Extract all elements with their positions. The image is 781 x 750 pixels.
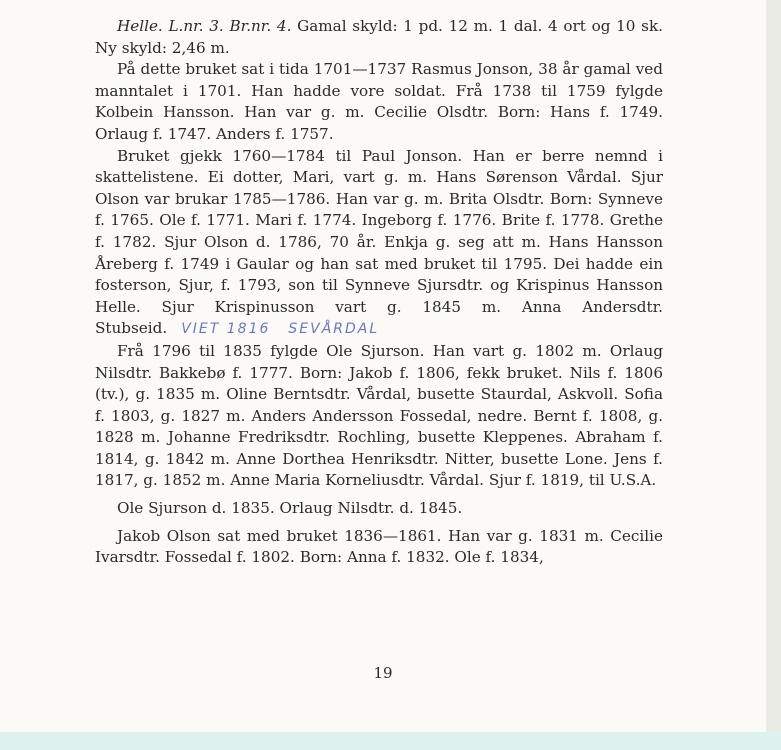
paragraph-paul-jonson-text: Bruket gjekk 1760—1784 til Paul Jonson. Han er berre nemnd i skattelistene. Ei dotter, Mari, vart g. m. Hans Sørenson Vårdal. Sjur Olson var brukar 1785—1786. Han var g. m. Brita Olsdtr. Born: Synneve f. 1765. Ole f. 1771. Mari f. 1774. Ingeborg f. 1776. Brite f. 1778. Grethe f. 1782. Sjur Olson d. 1786, 70 år. Enkja g. seg att m. Hans Hansson Åreberg f. 1749 i Gaular og han sat med bruket til 1795. Dei hadde ein fosterson, Sjur, f. 1793, son til Synneve Sjursdtr. og Krispinus Hansson Helle. Sjur Krispinusson vart g. 1845 m. Anna Andersdtr. Stubseid. <box>95 146 663 338</box>
handwritten-note-place: SEVÅRDAL <box>288 321 380 338</box>
paragraph-paul-jonson <box>95 146 663 341</box>
farm-heading: Helle. L.nr. 3. Br.nr. 4. <box>117 17 292 35</box>
paragraph-farm-header <box>95 16 663 59</box>
handwritten-note <box>181 321 379 337</box>
farm-tax-text: Gamal skyld: 1 pd. 12 m. 1 dal. 4 ort og 10 sk. Ny skyld: 2,46 m. <box>95 17 663 57</box>
paragraph-jakob-olson: Jakob Olson sat med bruket 1836—1861. Han var g. 1831 m. Cecilie Ivarsdtr. Fossedal f. 1802. Born: Anna f. 1832. Ole f. 1834, <box>95 526 663 567</box>
page-edge-shadow <box>766 0 781 732</box>
page-number: 19 <box>373 664 393 682</box>
body-text <box>95 16 663 569</box>
handwritten-note-date: VIET 1816 <box>181 321 271 338</box>
paragraph-ole-sjurson: Frå 1796 til 1835 fylgde Ole Sjurson. Han vart g. 1802 m. Orlaug Nilsdtr. Bakkebø f. 1777. Born: Jakob f. 1806, fekk bruket. Nils f. 1806 (tv.), g. 1835 m. Oline Berntsdtr. Vårdal, busette Staurdal, Askvoll. Sofia f. 1803, g. 1827 m. Anders Andersson Fossedal, nedre. Bernt f. 1808, g. 1828 m. Johanne Fredriksdtr. Rochling, busette Kleppenes. Abraham f. 1814, g. 1842 m. Anne Dorthea Henriksdtr. Nitter, busette Lone. Jens f. 1817, g. 1852 m. Anne Maria Korneliusdtr. Vårdal. Sjur f. 1819, til U.S.A. <box>95 341 663 490</box>
paragraph-early-owners: På dette bruket sat i tida 1701—1737 Rasmus Jonson, 38 år gamal ved manntalet i 1701. Han hadde vore soldat. Frå 1738 til 1759 fylgde Kolbein Hansson. Han var g. m. Cecilie Olsdtr. Born: Hans f. 1749. Orlaug f. 1747. Anders f. 1757. <box>95 60 663 143</box>
paragraph-deaths: Ole Sjurson d. 1835. Orlaug Nilsdtr. d. 1845. <box>117 499 463 518</box>
